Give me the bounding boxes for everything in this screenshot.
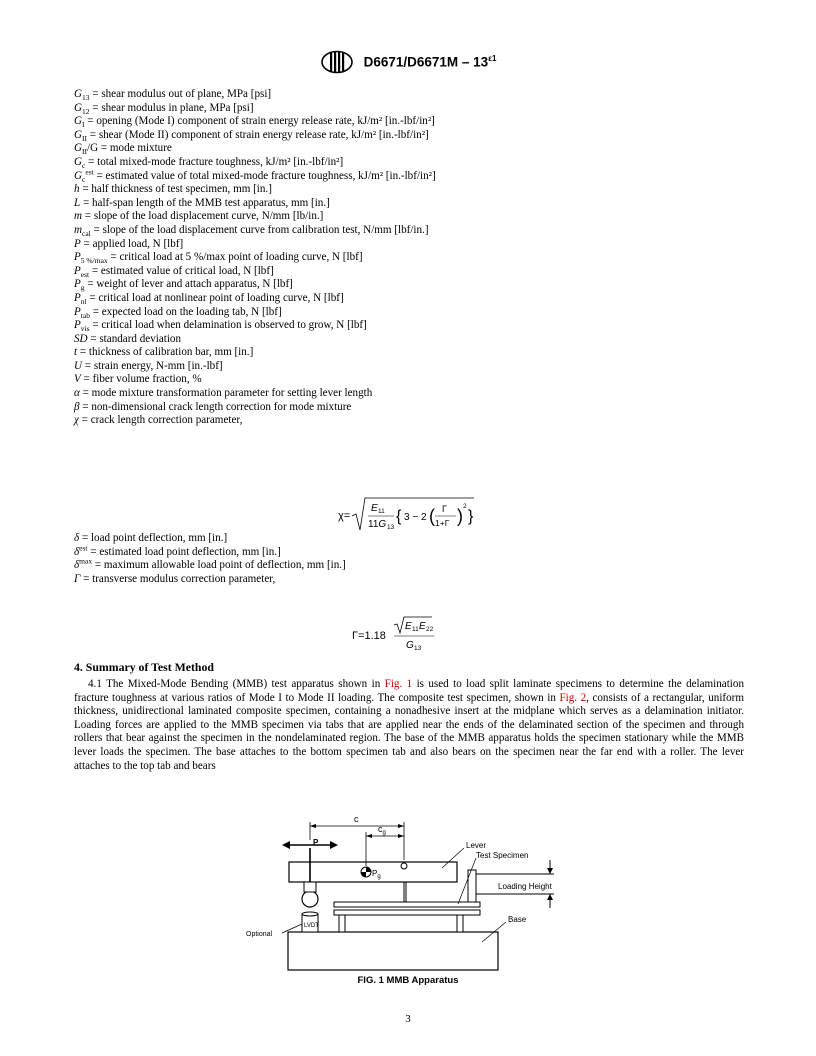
definition-subscript: c xyxy=(82,161,86,171)
definition-symbol: α xyxy=(74,387,80,400)
definition-superscript: max xyxy=(79,556,93,566)
definition-symbol: G xyxy=(74,101,83,114)
definition-symbol: t xyxy=(74,346,78,359)
definition-symbol: m xyxy=(74,223,83,236)
definition-row xyxy=(74,414,744,428)
document-header xyxy=(0,50,816,74)
definition-text: = weight of lever and attach apparatus, N [lbf] xyxy=(84,278,293,291)
definition-symbol: G xyxy=(74,155,83,168)
definition-subscript: c xyxy=(82,174,86,184)
definition-text: = expected load on the loading tab, N [lbf] xyxy=(89,305,282,318)
label-lvdt: LVDT xyxy=(304,923,319,929)
test-specimen xyxy=(334,910,480,915)
definition-row xyxy=(74,88,744,102)
definition-text: = applied load, N [lbf] xyxy=(80,237,184,250)
definition-symbol: G xyxy=(74,88,83,100)
svg-text:2: 2 xyxy=(463,503,467,510)
label-optional: Optional xyxy=(246,931,273,938)
svg-text:3 − 2: 3 − 2 xyxy=(404,512,427,523)
definition-symbol: δ xyxy=(74,559,80,572)
svg-text:22: 22 xyxy=(426,626,434,633)
svg-text:11: 11 xyxy=(412,626,419,633)
label-pg: $P_g$ xyxy=(372,869,381,880)
definition-subscript: 12 xyxy=(82,106,90,116)
definition-symbol: β xyxy=(74,400,80,413)
definition-symbol: V xyxy=(74,373,81,386)
definition-text: /G = mode mixture xyxy=(87,142,172,155)
definition-row xyxy=(74,156,744,170)
definition-row xyxy=(74,251,744,265)
definition-symbol: G xyxy=(74,169,83,182)
fig-2-link[interactable]: Fig. 2 xyxy=(559,691,587,704)
svg-text:1+Γ: 1+Γ xyxy=(435,518,450,528)
definition-row xyxy=(74,115,744,129)
label-base: Base xyxy=(508,915,527,924)
definition-superscript: est xyxy=(85,166,94,176)
definition-text: = critical load when delamination is observed to grow, N [lbf] xyxy=(89,319,367,332)
definition-symbol: h xyxy=(74,183,80,196)
gamma-equation xyxy=(352,614,472,658)
svg-text:E: E xyxy=(371,503,378,514)
definition-text: = half-span length of the MMB test apparatus, mm [in.] xyxy=(80,196,330,209)
svg-text:χ=: χ= xyxy=(338,510,351,522)
definition-row xyxy=(74,556,744,573)
symbol-definitions-continued xyxy=(74,532,744,586)
definition-text: = shear modulus in plane, MPa [psi] xyxy=(89,101,254,114)
definition-row xyxy=(74,183,744,197)
definition-text: = slope of the load displacement curve from calibration test, N/mm [lbf/in.] xyxy=(90,223,429,236)
svg-text:Γ: Γ xyxy=(442,504,447,514)
label-test-specimen: Test Specimen xyxy=(476,851,529,860)
definition-symbol: P xyxy=(74,251,81,264)
definition-text: = load point deflection, mm [in.] xyxy=(79,532,228,544)
label-loading-height: Loading Height xyxy=(498,882,552,891)
label-p: P xyxy=(313,838,319,847)
definition-row xyxy=(74,238,744,252)
svg-text:E: E xyxy=(419,621,426,632)
definition-symbol: G xyxy=(74,115,83,128)
definition-text: = transverse modulus correction parameter, xyxy=(80,572,276,585)
definition-symbol: P xyxy=(74,278,81,291)
definition-row xyxy=(74,319,744,333)
fig-1-link[interactable]: Fig. 1 xyxy=(384,678,413,690)
definition-text: = estimated value of total mixed-mode fracture toughness, kJ/m² [in.-lbf/in²] xyxy=(93,169,436,182)
definition-text: = maximum allowable load point of deflection, mm [in.] xyxy=(92,559,346,572)
svg-text:13: 13 xyxy=(387,524,395,531)
definition-text: = critical load at 5 %/max point of loading curve, N [lbf] xyxy=(107,251,363,264)
definition-symbol: P xyxy=(74,291,81,304)
definition-row xyxy=(74,333,744,347)
definition-row xyxy=(74,360,744,374)
definition-text: = shear modulus out of plane, MPa [psi] xyxy=(89,88,272,100)
definition-symbol: SD xyxy=(74,332,88,345)
definition-row xyxy=(74,265,744,279)
definition-row xyxy=(74,373,744,387)
definition-text: = estimated load point deflection, mm [in.] xyxy=(87,545,281,558)
definition-row xyxy=(74,224,744,238)
definition-text: = shear (Mode II) component of strain energy release rate, kJ/m² [in.-lbf/in²] xyxy=(87,128,429,141)
section-paragraph: 4.1 The Mixed-Mode Bending (MMB) test apparatus shown in Fig. 1 is used to load split laminate specimens to determine the delamination fracture toughness at various ratios of Mode I to Mode II loading. The composite test specimen, shown in Fig. 2, consists of a rectangular, uniform thickness, unidirectional laminated composite specimen, containing a nonadhesive insert at the midplane which serves as a delamination initiator. Loading forces are applied to the MMB specimen via tabs that are applied near the ends of the delaminated section of the specimen and through rollers that bear against the specimen in the nondelaminated region. The base of the MMB apparatus holds the specimen stationary while the MMB lever loads the specimen. The base attaches to the bottom specimen tab and also bears on the specimen near the far end with a roller. The lever attaches to the top tab and bears xyxy=(74,678,744,772)
definition-subscript: est xyxy=(80,269,90,279)
base xyxy=(288,932,498,970)
definition-symbol: P xyxy=(74,319,81,332)
svg-text:E: E xyxy=(405,621,412,632)
svg-text:(: ( xyxy=(429,506,435,526)
mmb-apparatus-figure xyxy=(244,810,574,990)
definition-text: = slope of the load displacement curve, N/mm [lb/in.] xyxy=(82,210,324,223)
definition-symbol: χ xyxy=(74,414,79,427)
definition-text: = crack length correction parameter, xyxy=(78,414,243,427)
definition-row xyxy=(74,346,744,360)
definition-symbol: P xyxy=(74,305,81,318)
definition-row xyxy=(74,573,744,587)
svg-text:Γ=1.18: Γ=1.18 xyxy=(352,630,386,642)
svg-text:11: 11 xyxy=(378,508,385,515)
definition-subscript: II xyxy=(82,147,88,157)
definition-row xyxy=(74,142,744,156)
definition-text: = estimated value of critical load, N [lbf] xyxy=(89,264,274,277)
definition-symbol: G xyxy=(74,128,83,141)
label-c: c xyxy=(354,814,359,824)
definition-symbol: m xyxy=(74,210,83,223)
definition-row xyxy=(74,306,744,320)
definition-symbol: U xyxy=(74,359,83,372)
definition-row xyxy=(74,532,744,546)
definition-text: = mode mixture transformation parameter for setting lever length xyxy=(79,387,373,400)
definition-symbol: P xyxy=(74,264,81,277)
definition-symbol: δ xyxy=(74,545,80,558)
definition-text: = opening (Mode I) component of strain energy release rate, kJ/m² [in.-lbf/in²] xyxy=(84,115,435,128)
svg-text:G: G xyxy=(406,640,414,651)
definition-symbol: Γ xyxy=(74,572,81,585)
definition-row xyxy=(74,292,744,306)
page-number: 3 xyxy=(405,1013,411,1025)
symbol-definitions xyxy=(74,88,744,428)
svg-text:{: { xyxy=(396,508,402,525)
definition-subscript: 13 xyxy=(82,93,90,103)
definition-row xyxy=(74,102,744,116)
standard-designation: $D6671/D6671M - 13^{\varepsilon 1}$ xyxy=(363,54,497,70)
definition-row xyxy=(74,387,744,401)
definition-text: = thickness of calibration bar, mm [in.] xyxy=(77,346,254,359)
definition-row xyxy=(74,401,744,415)
definition-text: = standard deviation xyxy=(87,332,182,345)
label-cg: $c_g$ xyxy=(378,824,386,836)
section-title: 4. Summary of Test Method xyxy=(74,660,214,674)
label-lever: Lever xyxy=(466,841,487,850)
definition-row xyxy=(74,129,744,143)
definition-row xyxy=(74,166,744,184)
svg-text:}: } xyxy=(468,508,474,525)
definition-text: = total mixed-mode fracture toughness, kJ/m² [in.-lbf/in²] xyxy=(85,155,344,168)
svg-text:11G: 11G xyxy=(368,519,387,530)
definition-text: = strain energy, N-mm [in.-lbf] xyxy=(82,359,223,372)
definition-text: = critical load at nonlinear point of loading curve, N [lbf] xyxy=(86,291,344,304)
definition-subscript: tab xyxy=(80,310,90,320)
definition-symbol: L xyxy=(74,196,81,209)
definition-subscript: nl xyxy=(80,297,87,307)
definition-symbol: δ xyxy=(74,532,80,544)
definition-subscript: g xyxy=(80,283,85,293)
definition-subscript: cal xyxy=(82,229,91,239)
definition-symbol: P xyxy=(74,237,81,250)
definition-row xyxy=(74,542,744,560)
definition-text: = fiber volume fraction, % xyxy=(80,373,202,386)
definition-subscript: I xyxy=(82,120,85,130)
definition-row xyxy=(74,278,744,292)
astm-logo-icon xyxy=(320,50,354,74)
definition-text: = half thickness of test specimen, mm [in.] xyxy=(79,183,272,196)
definition-superscript: est xyxy=(79,542,88,552)
definition-row xyxy=(74,210,744,224)
definition-subscript: II xyxy=(82,134,88,143)
svg-text:): ) xyxy=(457,506,463,526)
svg-text:13: 13 xyxy=(414,645,422,652)
definition-subscript: 5 %/max xyxy=(80,256,108,266)
figure-caption: FIG. 1 MMB Apparatus xyxy=(357,975,459,986)
definition-row xyxy=(74,197,744,211)
definition-subscript: vis xyxy=(80,324,90,334)
definition-symbol: G xyxy=(74,142,83,155)
definition-text: = non-dimensional crack length correction for mode mixture xyxy=(79,400,352,413)
